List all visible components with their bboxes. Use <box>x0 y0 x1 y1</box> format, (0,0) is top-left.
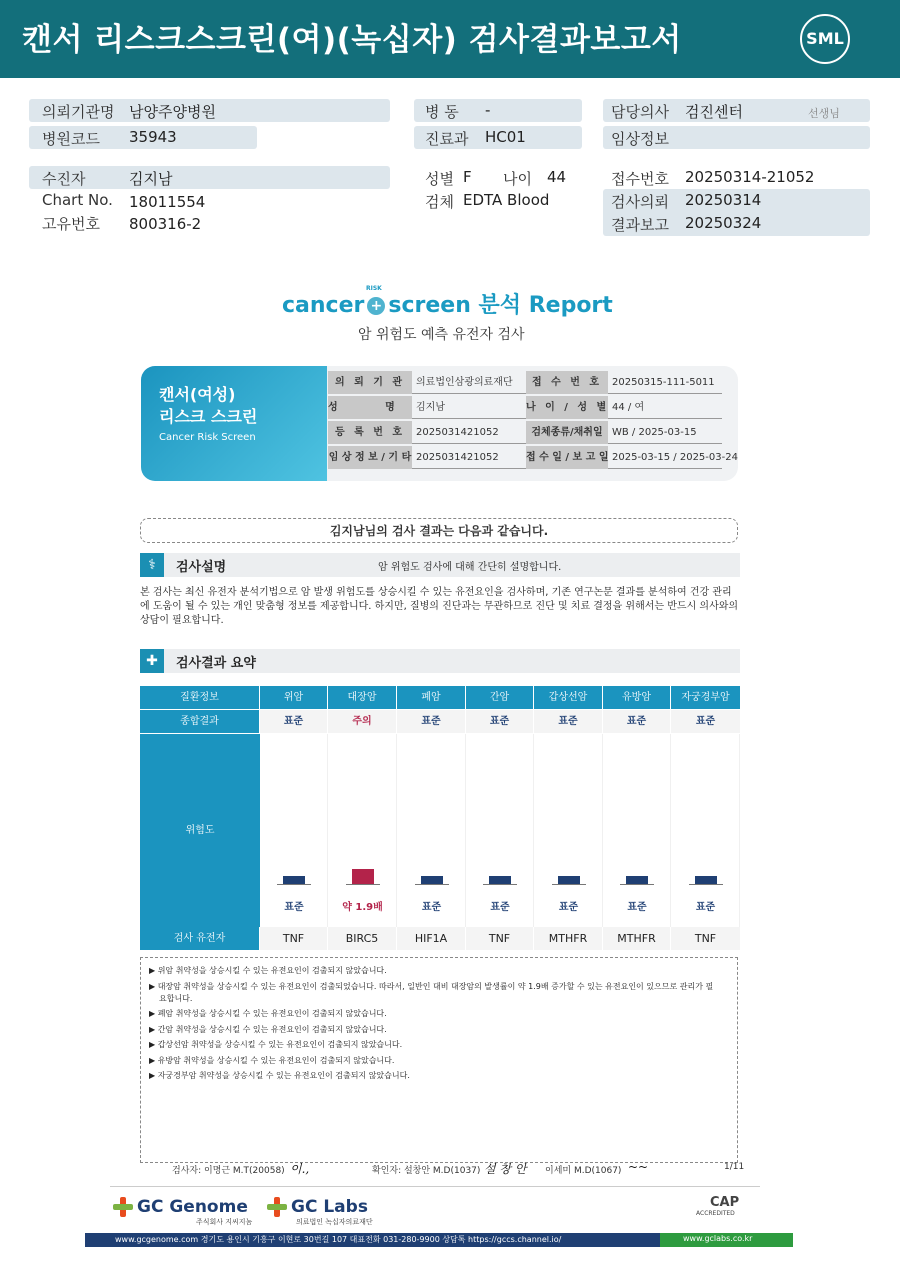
risk-row <box>140 733 740 926</box>
risk-label: 표준 <box>490 902 510 913</box>
report-date-label: 결과보고 <box>611 216 669 234</box>
risk-label: 표준 <box>627 902 647 913</box>
result-cell: 주의 <box>328 710 397 733</box>
section-title: 검사결과 요약 <box>176 656 256 671</box>
reception-label: 접수번호 <box>611 170 669 188</box>
stethoscope-icon: ⚕ <box>140 553 164 577</box>
sex-label: 성별 <box>425 170 454 188</box>
institution-label: 의뢰기관명 <box>42 103 115 121</box>
banner-value: 44 / 여 <box>608 396 722 419</box>
section-title: 검사설명 <box>176 560 227 575</box>
risk-bar <box>558 876 580 884</box>
disease-cell: 간암 <box>466 686 534 709</box>
risk-baseline <box>346 884 380 885</box>
note-item: ▶ 자궁경부암 취약성을 상승시킬 수 있는 유전요인이 검출되지 않았습니다. <box>149 1071 410 1080</box>
disease-cell: 갑상선암 <box>534 686 603 709</box>
note-item: ▶ 유방암 취약성을 상승시킬 수 있는 유전요인이 검출되지 않았습니다. <box>149 1056 395 1065</box>
confirmer2: 이세미 M.D(1067) <box>545 1166 622 1176</box>
age-value: 44 <box>547 168 567 186</box>
gc-cross-icon <box>267 1197 287 1217</box>
result-cell: 표준 <box>466 710 534 733</box>
risk-baseline <box>277 884 311 885</box>
banner-value: 2025-03-15 / 2025-03-24 <box>608 446 722 469</box>
cancer-screen-logo <box>282 288 613 319</box>
risk-column <box>466 734 534 927</box>
gene-cell: TNF <box>466 927 534 950</box>
section-explanation <box>140 553 740 577</box>
banner-label: 접 수 번 호 <box>526 371 608 394</box>
disease-cell: 유방암 <box>603 686 671 709</box>
hospital-code-value: 35943 <box>129 128 177 146</box>
risk-column <box>603 734 671 927</box>
risk-bar <box>695 876 717 884</box>
logo-screen: screen <box>388 293 471 318</box>
banner-title-2: 리스크 스크린 <box>159 407 258 426</box>
banner-label: 접 수 일 / 보 고 일 <box>526 446 608 469</box>
risk-bar <box>283 876 305 884</box>
result-row <box>140 709 740 733</box>
section-note: 암 위험도 검사에 대해 간단히 설명합니다. <box>378 562 562 573</box>
footer-url: www.gclabs.co.kr <box>683 1234 753 1243</box>
clinical-label: 임상정보 <box>611 130 669 148</box>
risk-label: 표준 <box>421 902 442 913</box>
row-header-result: 종합결과 <box>140 710 260 733</box>
result-cell: 표준 <box>534 710 603 733</box>
disease-cell: 위암 <box>260 686 328 709</box>
banner-value: 의료법인삼광의료재단 <box>412 371 526 394</box>
risk-chart <box>260 734 740 927</box>
doctor-value: 검진센터 <box>685 103 743 121</box>
banner-table <box>328 371 738 469</box>
result-table <box>140 686 740 950</box>
gene-cell: TNF <box>260 927 328 950</box>
gene-cell: MTHFR <box>534 927 603 950</box>
note-item: 요합니다. <box>159 994 193 1003</box>
dept-label: 진료과 <box>425 130 469 148</box>
result-cell: 표준 <box>671 710 740 733</box>
result-cell: 표준 <box>397 710 466 733</box>
ward-value: - <box>485 101 491 119</box>
confirmer: 확인자: 설창안 M.D(1037) <box>372 1166 481 1176</box>
report-subtitle: 암 위험도 예측 유전자 검사 <box>358 327 525 343</box>
institution-value: 남양주양병원 <box>129 103 216 121</box>
age-label: 나이 <box>503 170 532 188</box>
disease-cell: 폐암 <box>397 686 466 709</box>
cap-logo <box>696 1195 739 1217</box>
footer-address: www.gcgenome.com 경기도 용인시 기흥구 이현로 30번길 107 대표전화 031-280-9900 상담톡 https://gccs.channel.io/ <box>115 1235 562 1244</box>
chart-label: Chart No. <box>42 191 113 209</box>
banner-value: 2025031421052 <box>412 446 526 469</box>
banner-label: 나 이 / 성 별 <box>526 396 608 419</box>
risk-label: 약 1.9배 <box>342 902 383 913</box>
banner-value: WB / 2025-03-15 <box>608 421 722 444</box>
banner-label: 성 명 <box>328 396 412 419</box>
reception-value: 20250314-21052 <box>685 168 815 186</box>
banner-row <box>328 396 728 419</box>
row-header-risk: 위험도 <box>140 734 260 927</box>
specimen-value: EDTA Blood <box>463 191 550 209</box>
logo-cancer: cancer <box>282 293 365 318</box>
specimen-label: 검체 <box>425 193 454 211</box>
banner-row <box>328 446 738 469</box>
banner-row <box>328 371 728 394</box>
risk-bar <box>626 876 648 884</box>
risk-bar <box>489 876 511 884</box>
row-header-gene: 검사 유전자 <box>140 927 260 950</box>
risk-baseline <box>552 884 586 885</box>
examiner: 검사자: 이명근 M.T(20058) <box>172 1166 285 1176</box>
page-number: 1/11 <box>724 1162 745 1172</box>
doctor-label: 담당의사 <box>611 103 669 121</box>
patient-banner <box>141 366 738 481</box>
risk-label: 표준 <box>558 902 579 913</box>
note-item: ▶ 위암 취약성을 상승시킬 수 있는 유전요인이 검출되지 않았습니다. <box>149 966 387 975</box>
disease-cell: 대장암 <box>328 686 397 709</box>
risk-column <box>397 734 466 927</box>
banner-label: 검체종류/채취일 <box>526 421 608 444</box>
confirmer2-signature: ~~ <box>628 1160 649 1174</box>
footer-divider <box>110 1186 760 1187</box>
banner-label: 등 록 번 호 <box>328 421 412 444</box>
gene-cell: MTHFR <box>603 927 671 950</box>
gc-labs-logo <box>267 1197 368 1217</box>
risk-column <box>260 734 328 927</box>
doctor-suffix: 선생님 <box>808 107 840 120</box>
gene-cell: HIF1A <box>397 927 466 950</box>
logo-report: 분석 Report <box>478 293 613 318</box>
gc-genome-logo <box>113 1197 248 1217</box>
risk-column <box>534 734 603 927</box>
sex-value: F <box>463 168 472 186</box>
logo-plus-icon: + <box>367 297 385 315</box>
risk-column <box>671 734 740 927</box>
ward-label: 병 동 <box>425 103 459 121</box>
chart-value: 18011554 <box>129 193 206 211</box>
gene-row <box>140 926 740 950</box>
cap-name: CAP <box>710 1195 740 1210</box>
intro-line: 김지남님의 검사 결과는 다음과 같습니다. <box>140 518 738 543</box>
risk-bar <box>421 876 443 884</box>
banner-title-en: Cancer Risk Screen <box>159 432 256 443</box>
note-item: ▶ 폐암 취약성을 상승시킬 수 있는 유전요인이 검출되지 않았습니다. <box>149 1009 387 1018</box>
notes-box <box>140 957 738 1163</box>
patient-label: 수진자 <box>42 170 86 188</box>
uid-label: 고유번호 <box>42 215 100 233</box>
risk-baseline <box>415 884 449 885</box>
risk-baseline <box>483 884 517 885</box>
risk-baseline <box>689 884 723 885</box>
uid-value: 800316-2 <box>129 215 202 233</box>
risk-bar <box>352 869 374 884</box>
gene-cell: BIRC5 <box>328 927 397 950</box>
gc-genome-sub: 주식회사 지씨지놈 <box>196 1218 253 1226</box>
risk-baseline <box>620 884 654 885</box>
risk-label: 표준 <box>695 902 716 913</box>
gene-cell: TNF <box>671 927 740 950</box>
banner-row <box>328 421 728 444</box>
disease-row <box>140 686 740 709</box>
disease-cell: 자궁경부암 <box>671 686 740 709</box>
confirmer-signature: 설 창 안 <box>484 1162 527 1176</box>
patient-value: 김지남 <box>129 170 173 188</box>
logo-risk-tag: RISK <box>366 285 382 292</box>
row-header-disease: 질환정보 <box>140 686 260 709</box>
risk-column <box>328 734 397 927</box>
gc-genome-name: GC Genome <box>137 1197 248 1217</box>
banner-label: 임 상 정 보 / 기 타 <box>328 446 412 469</box>
banner-value: 김지남 <box>412 396 526 419</box>
dept-value: HC01 <box>485 128 526 146</box>
sml-logo: SML <box>800 14 850 64</box>
request-value: 20250314 <box>685 191 762 209</box>
request-label: 검사의뢰 <box>611 193 669 211</box>
note-item: ▶ 대장암 취약성을 상승시킬 수 있는 유전요인이 검출되었습니다. 따라서, 일반인 대비 대장암의 발생률이 약 1.9배 증가할 수 있는 유전요인이 있으므로 관리가 필 <box>149 982 714 991</box>
section-summary <box>140 649 740 673</box>
note-item: ▶ 갑상선암 취약성을 상승시킬 수 있는 유전요인이 검출되지 않았습니다. <box>149 1040 403 1049</box>
hospital-code-label: 병원코드 <box>42 130 100 148</box>
report-date-value: 20250324 <box>685 214 762 232</box>
medical-kit-icon: ✚ <box>140 649 164 673</box>
gc-labs-name: GC Labs <box>291 1197 368 1217</box>
cap-sub: ACCREDITED <box>696 1210 735 1217</box>
banner-title-1: 캔서(여성) <box>159 385 236 404</box>
result-cell: 표준 <box>260 710 328 733</box>
risk-label: 표준 <box>284 902 304 913</box>
report-title: 캔서 리스크스크린(여)(녹십자) 검사결과보고서 <box>22 22 682 58</box>
examiner-signature: 이., <box>290 1162 310 1176</box>
banner-value: 20250315-111-5011 <box>608 371 722 394</box>
note-item: ▶ 간암 취약성을 상승시킬 수 있는 유전요인이 검출되지 않았습니다. <box>149 1025 387 1034</box>
gc-cross-icon <box>113 1197 133 1217</box>
explanation-text: 본 검사는 최신 유전자 분석기법으로 암 발생 위험도를 상승시킬 수 있는 유전요인을 검사하며, 기존 연구논문 결과를 분석하여 건강 관리에 도움이 될 수 있는 개인 맞춤형 정보를 제공합니다. 하지만, 질병의 진단과는 무관하므로 진단 및 치료 결정을 위해서는 반드시 의사와의 상담이 필요합니다. <box>140 587 739 626</box>
result-cell: 표준 <box>603 710 671 733</box>
banner-label: 의 뢰 기 관 <box>328 371 412 394</box>
banner-value: 2025031421052 <box>412 421 526 444</box>
gc-labs-sub: 의료법인 녹십자의료재단 <box>296 1218 373 1226</box>
